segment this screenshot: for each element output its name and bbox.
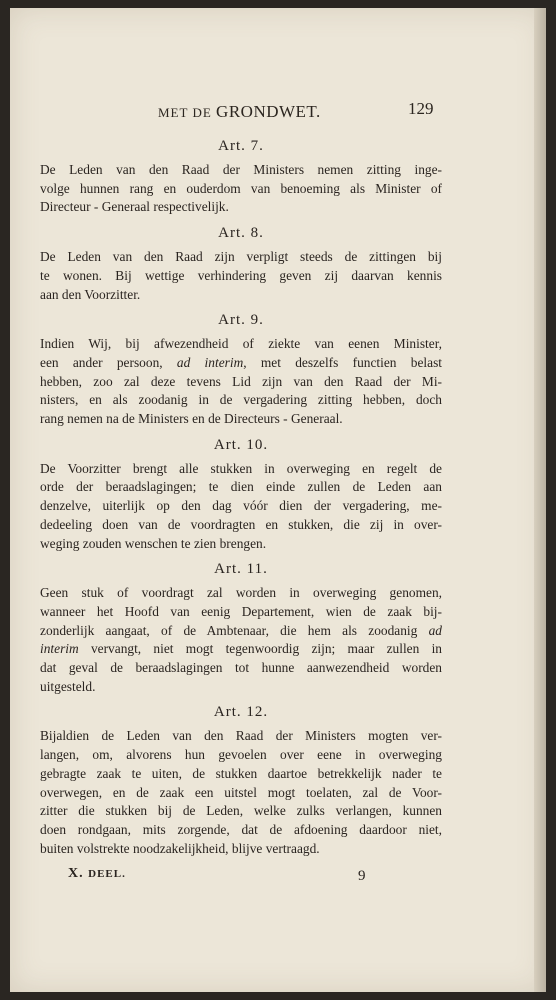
running-title <box>158 102 321 122</box>
running-title-prefix: MET DE <box>158 105 217 120</box>
text-line: een ander persoon, ad interim, met deszelfs functien belast <box>40 354 443 370</box>
text-line: De Voorzitter brengt alle stukken in overweging en regelt de <box>40 460 442 476</box>
text-line: uitgesteld. <box>40 678 96 694</box>
volume-mark <box>68 866 126 882</box>
text-line: nisters, en als zoodanig in de vergadering zitting hebben, doch <box>40 392 442 408</box>
volume-number: X. <box>68 866 89 881</box>
text-line: buiten volstrekte noodzakelijkheid, blijve vertraagd. <box>40 840 320 856</box>
volume-word: DEEL. <box>88 868 126 880</box>
text-line: langen, om, alvorens hun gevoelen over eene in overweging <box>40 747 442 763</box>
article-heading: Art. 11. <box>214 561 268 578</box>
text-line: orde der beraadslagingen; te dien einde zullen de Leden aan <box>40 479 442 495</box>
text-line: te wonen. Bij wettige verhindering geven zij daarvan kennis <box>40 267 442 283</box>
text-line: denzelve, uiterlijk op den dag vóór dien der vergadering, me- <box>40 498 442 514</box>
article-heading: Art. 12. <box>213 704 269 721</box>
running-title-main: GRONDWET. <box>216 102 321 121</box>
article-paragraph <box>40 248 442 304</box>
text-line: Bijaldien de Leden van den Raad der Ministers mogten ver- <box>40 728 442 744</box>
article-paragraph <box>40 161 442 217</box>
article-paragraph <box>40 727 442 858</box>
text-line: overwegen, en de zaak een uitstel mogt toelaten, zal de Voor- <box>40 784 442 800</box>
text-line: wanneer het Hoofd van eenig Departement, wien de zaak bij- <box>40 603 442 619</box>
text-line: dedeeling doen van de voordragten en stukken, die zij in over- <box>40 516 442 532</box>
article-heading: Art. 10. <box>213 436 269 453</box>
text-line: gebragte zaak te uiten, de stukken daartoe betrekkelijk nader te <box>40 765 442 781</box>
article-paragraph <box>40 335 442 429</box>
text-line: hebben, zoo zal deze tevens Lid zijn van den Raad der Mi- <box>40 373 442 389</box>
article-body <box>40 136 442 864</box>
text-line: interim vervangt, niet mogt tegenwoordig zijn; maar zullen in <box>40 641 442 657</box>
article-heading: Art. 9. <box>218 312 264 329</box>
article-paragraph <box>40 460 442 554</box>
text-line: dat geval de beraadslagingen tot hunne aanwezendheid worden <box>40 660 442 676</box>
page-footer <box>10 866 546 888</box>
text-line: Geen stuk of voordragt zal worden in overweging genomen, <box>40 585 442 601</box>
text-line: volge hunnen rang en ouderdom van benoeming als Minister of <box>40 180 442 196</box>
text-line: Directeur - Generaal respectivelijk. <box>40 199 229 215</box>
text-line: weging zouden wenschen te zien brengen. <box>40 535 267 551</box>
text-line: Indien Wij, bij afwezendheid of ziekte van eenen Minister, <box>40 336 442 352</box>
article-paragraph <box>40 584 442 696</box>
text-line: doen rondgaan, mits zorgende, dat de afdoening daardoor niet, <box>40 821 442 837</box>
text-line: rang nemen na de Ministers en de Directeurs - Generaal. <box>40 411 343 427</box>
text-line: zonderlijk aangaat, of de Ambtenaar, die hem als zoodanig ad <box>40 622 442 638</box>
text-line: aan den Voorzitter. <box>40 286 141 302</box>
text-line: De Leden van den Raad der Ministers nemen zitting inge- <box>40 162 442 177</box>
article-heading: Art. 7. <box>218 138 264 154</box>
page-spine-shadow <box>534 8 546 992</box>
text-line: zitter die stukken bij de Leden, welke zulks verlangen, kunnen <box>40 803 442 819</box>
signature-mark: 9 <box>358 868 366 884</box>
book-page <box>10 8 546 992</box>
page-number: 129 <box>408 99 434 118</box>
text-line: De Leden van den Raad zijn verpligt steeds de zittingen bij <box>40 249 442 265</box>
article-heading: Art. 8. <box>218 225 264 242</box>
running-header <box>10 99 546 122</box>
